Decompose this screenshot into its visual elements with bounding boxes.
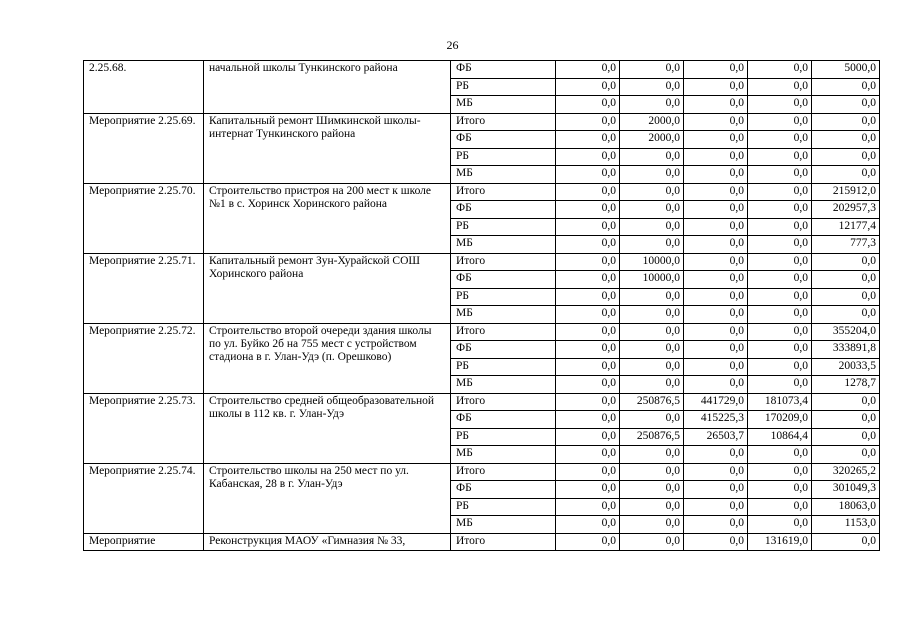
value-cell: 0,0	[684, 96, 748, 114]
value-cell: 0,0	[684, 341, 748, 359]
description-cell: Капитальный ремонт Зун-Хурайской СОШ Хоринского района	[204, 253, 451, 323]
funding-source-cell: Итого	[451, 253, 556, 271]
value-cell: 0,0	[684, 201, 748, 219]
value-cell: 0,0	[684, 481, 748, 499]
value-cell: 26503,7	[684, 428, 748, 446]
value-cell: 0,0	[684, 376, 748, 394]
value-cell: 0,0	[620, 498, 684, 516]
value-cell: 320265,2	[812, 463, 880, 481]
value-cell: 0,0	[556, 446, 620, 464]
value-cell: 0,0	[748, 271, 812, 289]
description-cell: начальной школы Тункинского района	[204, 61, 451, 114]
funding-source-cell: РБ	[451, 148, 556, 166]
page-number: 26	[446, 38, 459, 52]
value-cell: 0,0	[620, 516, 684, 534]
value-cell: 0,0	[556, 148, 620, 166]
budget-table	[83, 60, 880, 551]
funding-source-cell: Итого	[451, 533, 556, 551]
funding-source-cell: МБ	[451, 516, 556, 534]
value-cell: 0,0	[812, 446, 880, 464]
value-cell: 0,0	[556, 253, 620, 271]
value-cell: 0,0	[556, 61, 620, 79]
description-cell: Строительство второй очереди здания школы по ул. Буйко 2б на 755 мест с устройством стадиона в г. Улан-Удэ (п. Орешково)	[204, 323, 451, 393]
event-cell: Мероприятие 2.25.69.	[84, 113, 204, 183]
value-cell: 2000,0	[620, 113, 684, 131]
value-cell: 0,0	[748, 131, 812, 149]
value-cell: 301049,3	[812, 481, 880, 499]
value-cell: 2000,0	[620, 131, 684, 149]
value-cell: 0,0	[556, 201, 620, 219]
value-cell: 0,0	[556, 411, 620, 429]
value-cell: 0,0	[620, 201, 684, 219]
table-row	[84, 463, 880, 481]
funding-source-cell: ФБ	[451, 271, 556, 289]
value-cell: 0,0	[556, 533, 620, 551]
value-cell: 0,0	[556, 306, 620, 324]
value-cell: 0,0	[812, 113, 880, 131]
funding-source-cell: РБ	[451, 288, 556, 306]
value-cell: 0,0	[684, 271, 748, 289]
value-cell: 355204,0	[812, 323, 880, 341]
value-cell: 0,0	[556, 288, 620, 306]
value-cell: 0,0	[620, 358, 684, 376]
funding-source-cell: РБ	[451, 498, 556, 516]
value-cell: 0,0	[748, 516, 812, 534]
value-cell: 0,0	[748, 148, 812, 166]
value-cell: 0,0	[748, 96, 812, 114]
value-cell: 170209,0	[748, 411, 812, 429]
value-cell: 0,0	[684, 358, 748, 376]
value-cell: 0,0	[620, 481, 684, 499]
funding-source-cell: МБ	[451, 446, 556, 464]
value-cell: 0,0	[556, 323, 620, 341]
funding-source-cell: РБ	[451, 218, 556, 236]
value-cell: 0,0	[556, 376, 620, 394]
value-cell: 0,0	[620, 376, 684, 394]
value-cell: 0,0	[748, 481, 812, 499]
value-cell: 0,0	[684, 288, 748, 306]
event-cell: Мероприятие 2.25.70.	[84, 183, 204, 253]
value-cell: 5000,0	[812, 61, 880, 79]
value-cell: 0,0	[556, 463, 620, 481]
description-cell: Реконструкция МАОУ «Гимназия № 33,	[204, 533, 451, 551]
value-cell: 0,0	[684, 516, 748, 534]
funding-source-cell: ФБ	[451, 61, 556, 79]
value-cell: 0,0	[812, 306, 880, 324]
value-cell: 202957,3	[812, 201, 880, 219]
value-cell: 0,0	[620, 148, 684, 166]
description-cell: Строительство пристроя на 200 мест к школе №1 в с. Хоринск Хоринского района	[204, 183, 451, 253]
value-cell: 215912,0	[812, 183, 880, 201]
value-cell: 0,0	[556, 113, 620, 131]
value-cell: 0,0	[556, 131, 620, 149]
value-cell: 0,0	[748, 61, 812, 79]
value-cell: 0,0	[812, 166, 880, 184]
value-cell: 0,0	[684, 183, 748, 201]
value-cell: 0,0	[684, 131, 748, 149]
funding-source-cell: ФБ	[451, 481, 556, 499]
value-cell: 0,0	[556, 236, 620, 254]
value-cell: 0,0	[620, 446, 684, 464]
value-cell: 0,0	[684, 533, 748, 551]
value-cell: 441729,0	[684, 393, 748, 411]
value-cell: 0,0	[748, 358, 812, 376]
value-cell: 0,0	[556, 516, 620, 534]
value-cell: 0,0	[748, 166, 812, 184]
value-cell: 131619,0	[748, 533, 812, 551]
value-cell: 0,0	[684, 463, 748, 481]
value-cell: 0,0	[748, 446, 812, 464]
funding-source-cell: Итого	[451, 183, 556, 201]
value-cell: 0,0	[556, 498, 620, 516]
description-cell: Строительство школы на 250 мест по ул. Кабанская, 28 в г. Улан-Удэ	[204, 463, 451, 533]
funding-source-cell: МБ	[451, 166, 556, 184]
value-cell: 0,0	[620, 341, 684, 359]
value-cell: 0,0	[684, 236, 748, 254]
value-cell: 0,0	[684, 306, 748, 324]
value-cell: 0,0	[748, 218, 812, 236]
value-cell: 0,0	[620, 288, 684, 306]
value-cell: 0,0	[812, 148, 880, 166]
value-cell: 0,0	[620, 236, 684, 254]
value-cell: 0,0	[812, 253, 880, 271]
value-cell: 0,0	[748, 253, 812, 271]
value-cell: 10000,0	[620, 271, 684, 289]
event-cell: 2.25.68.	[84, 61, 204, 114]
value-cell: 0,0	[620, 166, 684, 184]
value-cell: 1278,7	[812, 376, 880, 394]
value-cell: 0,0	[748, 463, 812, 481]
funding-source-cell: МБ	[451, 376, 556, 394]
table-row	[84, 183, 880, 201]
funding-source-cell: РБ	[451, 358, 556, 376]
value-cell: 0,0	[556, 393, 620, 411]
event-cell: Мероприятие 2.25.73.	[84, 393, 204, 463]
description-cell: Строительство средней общеобразовательной школы в 112 кв. г. Улан-Удэ	[204, 393, 451, 463]
funding-source-cell: Итого	[451, 113, 556, 131]
value-cell: 0,0	[748, 113, 812, 131]
value-cell: 0,0	[812, 393, 880, 411]
funding-source-cell: РБ	[451, 428, 556, 446]
event-cell: Мероприятие 2.25.74.	[84, 463, 204, 533]
funding-source-cell: ФБ	[451, 201, 556, 219]
value-cell: 0,0	[684, 148, 748, 166]
value-cell: 0,0	[684, 498, 748, 516]
value-cell: 0,0	[556, 166, 620, 184]
table-row	[84, 253, 880, 271]
funding-source-cell: Итого	[451, 463, 556, 481]
value-cell: 0,0	[812, 78, 880, 96]
value-cell: 0,0	[684, 323, 748, 341]
value-cell: 0,0	[684, 446, 748, 464]
value-cell: 0,0	[556, 96, 620, 114]
value-cell: 12177,4	[812, 218, 880, 236]
value-cell: 777,3	[812, 236, 880, 254]
value-cell: 0,0	[556, 428, 620, 446]
value-cell: 0,0	[748, 78, 812, 96]
value-cell: 0,0	[620, 96, 684, 114]
funding-source-cell: Итого	[451, 393, 556, 411]
table-body	[84, 61, 880, 551]
value-cell: 0,0	[620, 306, 684, 324]
value-cell: 250876,5	[620, 393, 684, 411]
value-cell: 0,0	[812, 288, 880, 306]
value-cell: 0,0	[748, 306, 812, 324]
value-cell: 18063,0	[812, 498, 880, 516]
value-cell: 0,0	[620, 463, 684, 481]
funding-source-cell: ФБ	[451, 341, 556, 359]
value-cell: 0,0	[684, 61, 748, 79]
value-cell: 0,0	[556, 78, 620, 96]
table-row	[84, 61, 880, 79]
value-cell: 0,0	[812, 411, 880, 429]
value-cell: 0,0	[684, 166, 748, 184]
funding-source-cell: МБ	[451, 236, 556, 254]
event-cell: Мероприятие 2.25.71.	[84, 253, 204, 323]
value-cell: 0,0	[620, 78, 684, 96]
value-cell: 0,0	[556, 218, 620, 236]
value-cell: 0,0	[748, 201, 812, 219]
value-cell: 333891,8	[812, 341, 880, 359]
funding-source-cell: Итого	[451, 323, 556, 341]
funding-source-cell: ФБ	[451, 411, 556, 429]
value-cell: 0,0	[748, 236, 812, 254]
value-cell: 0,0	[556, 358, 620, 376]
value-cell: 0,0	[812, 533, 880, 551]
value-cell: 0,0	[812, 428, 880, 446]
value-cell: 250876,5	[620, 428, 684, 446]
value-cell: 0,0	[748, 288, 812, 306]
table-row	[84, 113, 880, 131]
event-cell: Мероприятие	[84, 533, 204, 551]
value-cell: 0,0	[812, 131, 880, 149]
funding-source-cell: ФБ	[451, 131, 556, 149]
value-cell: 0,0	[620, 323, 684, 341]
value-cell: 0,0	[684, 253, 748, 271]
value-cell: 0,0	[556, 183, 620, 201]
value-cell: 0,0	[620, 411, 684, 429]
value-cell: 10000,0	[620, 253, 684, 271]
description-cell: Капитальный ремонт Шимкинской школы-интернат Тункинского района	[204, 113, 451, 183]
value-cell: 0,0	[556, 481, 620, 499]
funding-source-cell: МБ	[451, 96, 556, 114]
value-cell: 0,0	[812, 96, 880, 114]
value-cell: 0,0	[556, 341, 620, 359]
value-cell: 20033,5	[812, 358, 880, 376]
value-cell: 10864,4	[748, 428, 812, 446]
value-cell: 181073,4	[748, 393, 812, 411]
value-cell: 0,0	[748, 323, 812, 341]
value-cell: 0,0	[556, 271, 620, 289]
value-cell: 1153,0	[812, 516, 880, 534]
value-cell: 0,0	[684, 78, 748, 96]
value-cell: 0,0	[620, 533, 684, 551]
value-cell: 0,0	[620, 183, 684, 201]
funding-source-cell: РБ	[451, 78, 556, 96]
table-row	[84, 323, 880, 341]
value-cell: 0,0	[748, 341, 812, 359]
value-cell: 0,0	[748, 376, 812, 394]
value-cell: 0,0	[620, 218, 684, 236]
event-cell: Мероприятие 2.25.72.	[84, 323, 204, 393]
table-row	[84, 393, 880, 411]
value-cell: 0,0	[684, 218, 748, 236]
value-cell: 0,0	[620, 61, 684, 79]
value-cell: 0,0	[684, 113, 748, 131]
value-cell: 415225,3	[684, 411, 748, 429]
value-cell: 0,0	[748, 183, 812, 201]
value-cell: 0,0	[812, 271, 880, 289]
funding-source-cell: МБ	[451, 306, 556, 324]
table-row	[84, 533, 880, 551]
value-cell: 0,0	[748, 498, 812, 516]
